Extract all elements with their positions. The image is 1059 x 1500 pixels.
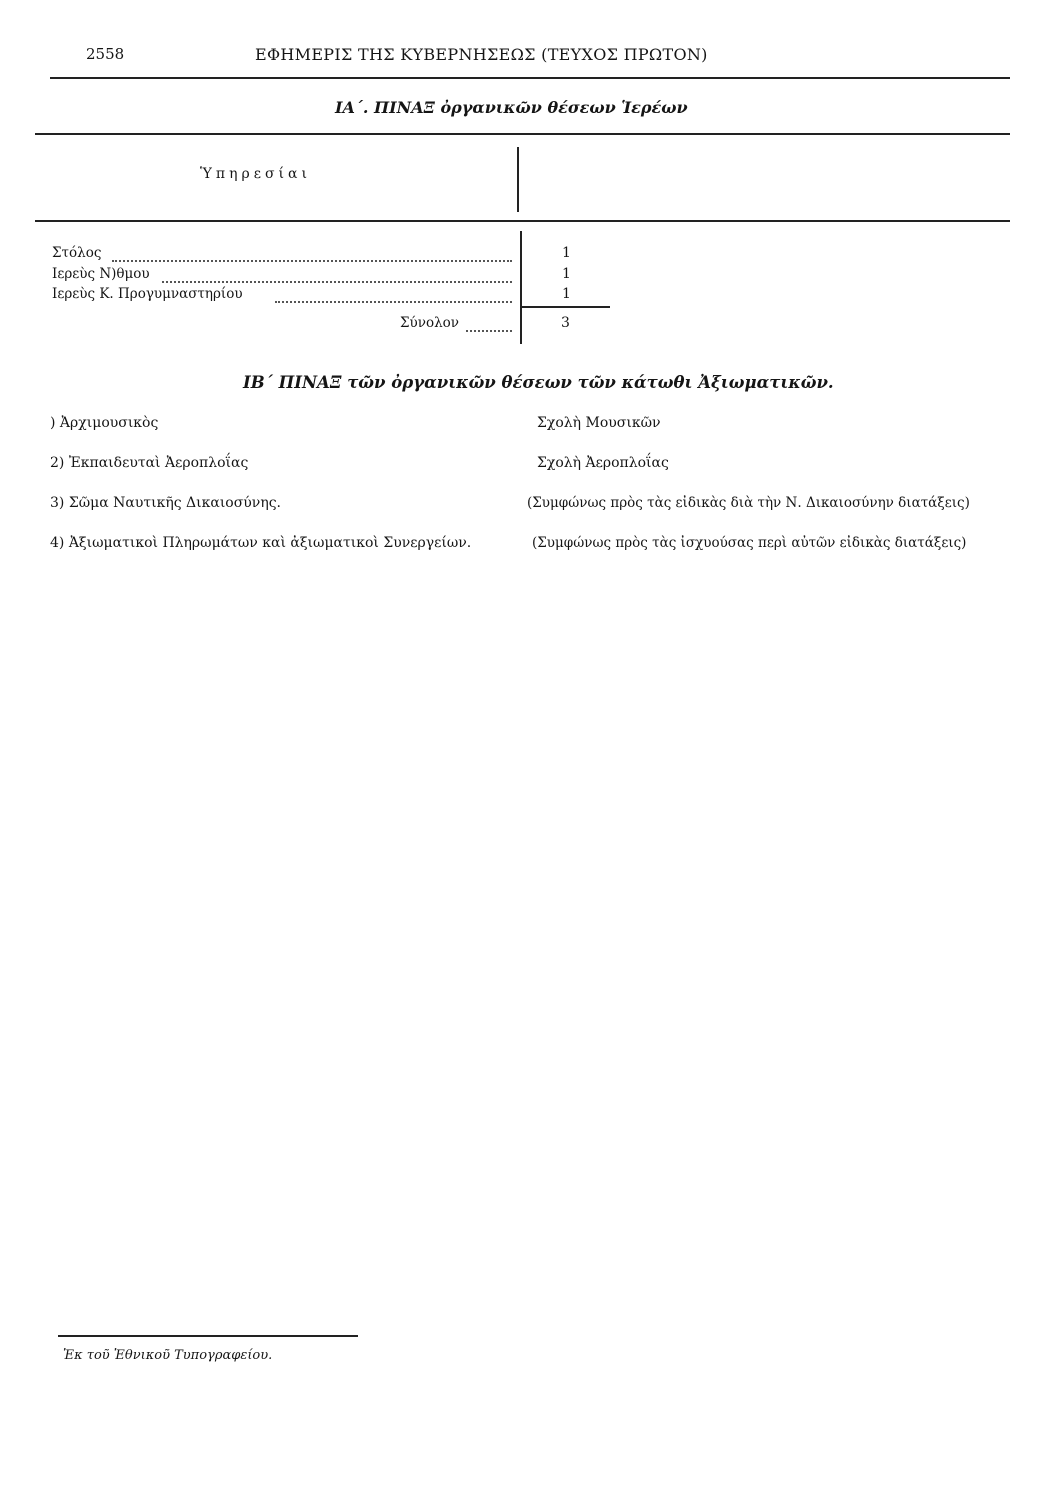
table-ia-row-value: 1: [562, 266, 571, 282]
table-ia-top-rule: [35, 133, 1010, 135]
header-rule: [50, 77, 1010, 79]
table-ib-row-left: 3) Σῶμα Ναυτικῆς Δικαιοσύνης.: [50, 495, 281, 511]
table-ia-total-value: 3: [561, 315, 570, 331]
table-ia-total-label: Σύνολον: [400, 315, 459, 331]
page-number: 2558: [86, 45, 125, 63]
leader-dots: [466, 320, 512, 332]
table-ia-body-divider: [520, 231, 522, 344]
leader-dots: [162, 271, 512, 283]
table-ia-sum-rule: [522, 306, 610, 308]
table-ia-row-value: 1: [562, 245, 571, 261]
table-ib-row-right: Σχολὴ Ἀεροπλοΐας: [537, 455, 669, 471]
table-ia-row-label: Ιερεὺς Κ. Προγυμναστηρίου: [52, 286, 243, 302]
table-ia-header-divider: [517, 147, 519, 212]
table-ib-title: ΙΒ΄ ΠΙΝΑΞ τῶν ὀργανικῶν θέσεων τῶν κάτωθι Ἀξιωματικῶν.: [243, 373, 834, 392]
table-ia-row-label: Στόλος: [52, 245, 102, 261]
table-ib-row-left: 4) Ἀξιωματικοὶ Πληρωμάτων καὶ ἀξιωματικοὶ Συνεργείων.: [50, 535, 472, 551]
table-ib-row-right: (Συμφώνως πρὸς τὰς εἰδικὰς διὰ τὴν Ν. Δικαιοσύνην διατάξεις): [527, 495, 970, 511]
leader-dots: [275, 291, 512, 303]
running-head: ΕΦΗΜΕΡΙΣ ΤΗΣ ΚΥΒΕΡΝΗΣΕΩΣ (ΤΕΥΧΟΣ ΠΡΩΤΟΝ): [255, 45, 708, 64]
table-ib-row-left: 2) Ἐκπαιδευταὶ Ἀεροπλοΐας: [50, 455, 249, 471]
footer-printer-note: Ἐκ τοῦ Ἐθνικοῦ Τυπογραφείου.: [63, 1348, 273, 1363]
table-ia-header-rule: [35, 220, 1010, 222]
table-ib-row-right: Σχολὴ Μουσικῶν: [537, 415, 661, 431]
table-ia-title: ΙΑ΄. ΠΙΝΑΞ ὀργανικῶν θέσεων Ἱερέων: [335, 98, 688, 117]
footer-rule: [58, 1335, 358, 1337]
table-ia-row-label: Ιερεὺς Ν)θμου: [52, 266, 150, 282]
table-ib-row-left: ) Ἀρχιμουσικὸς: [50, 415, 159, 431]
leader-dots: [112, 250, 512, 262]
table-ia-row-value: 1: [562, 286, 571, 302]
table-ib-row-right: (Συμφώνως πρὸς τὰς ἰσχυούσας περὶ αὐτῶν εἰδικὰς διατάξεις): [532, 535, 967, 551]
table-ia-column-header: Ὑπηρεσίαι: [200, 166, 311, 182]
